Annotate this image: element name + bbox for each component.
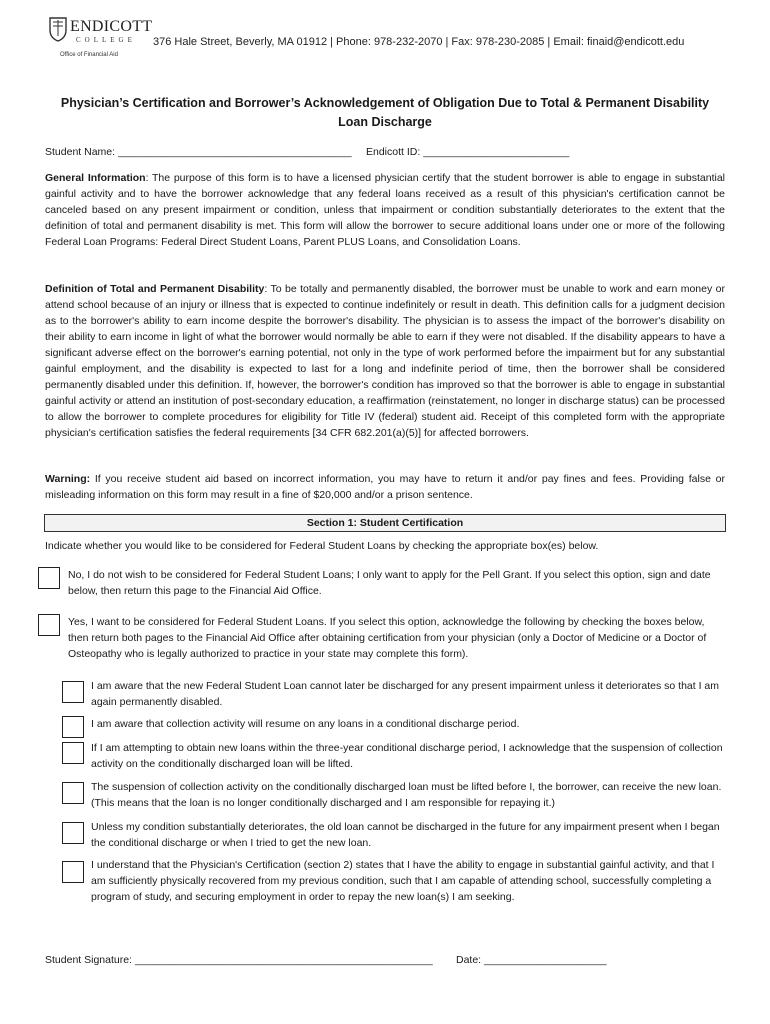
crest-icon bbox=[48, 16, 68, 42]
form-title: Physician’s Certification and Borrower’s Acknowledgement of Obligation Due to Total & Permanent Disability Loan Discharge bbox=[60, 96, 710, 129]
ack-checkbox-4[interactable] bbox=[62, 782, 84, 804]
warning-heading: Warning: bbox=[45, 473, 91, 485]
ack-label-4: The suspension of collection activity on the conditionally discharged loan must be lifted before I, the borrower, can receive the new loan. (This means that the loan is no longer conditionally discharged and I am responsible for repaying it.) bbox=[91, 781, 722, 809]
contact-info: 376 Hale Street, Beverly, MA 01912 | Phone: 978-232-2070 | Fax: 978-230-2085 | Email: finaid@endicott.edu bbox=[153, 36, 685, 48]
option-yes-checkbox[interactable] bbox=[38, 614, 60, 636]
warning bbox=[45, 471, 725, 503]
definition-text: : To be totally and permanently disabled, the borrower must be unable to work and earn money or attend school because of an injury or illness that is expected to continue indefinitely or result in death. This definition calls for a judgment decision as to the borrower's ability to earn income despite the borrower's disability. The physician is to assess the impact of the borrower's disability on their ability to earn income in light of what the borrower would normally be able to earn if they were not disabled. If the disability appears to have a significant adverse effect on the borrower's earning potential, not only in the type of work performed before the impairment but for any substantial gainful employment, and the disability is expected to last for a long and indefinite period of time, then the borrower shall be considered permanently disabled under this definition. If, however, the borrower's condition has improved so that the borrower is able to engage in substantial gainful activity or attend an institution of post-secondary education, a reaffirmation (reinstatement, no longer in discharge status) can be processed to allow the borrower to complete procedures for eligibility for Title IV (federal) student aid. Receipt of this completed form with the appropriate physician's certification satisfies the federal requirements [34 CFR 682.201(a)(5)] for affected borrowers. bbox=[45, 283, 725, 439]
logo-subtitle: COLLEGE bbox=[76, 36, 136, 44]
ack-checkbox-5[interactable] bbox=[62, 822, 84, 844]
ack-checkbox-3[interactable] bbox=[62, 742, 84, 764]
definition-heading: Definition of Total and Permanent Disability bbox=[45, 283, 265, 295]
ack-checkbox-2[interactable] bbox=[62, 716, 84, 738]
ack-checkbox-1[interactable] bbox=[62, 681, 84, 703]
option-no-label: No, I do not wish to be considered for Federal Student Loans; I only want to apply for the Pell Grant. If you select this option, sign and date below, then return this page to the Financial Aid Office. bbox=[68, 569, 711, 597]
general-information-heading: General Information bbox=[45, 172, 146, 184]
warning-text: If you receive student aid based on incorrect information, you may have to return it and/or pay fines and fees. Providing false or misleading information on this form may result in a fine of $20,000 and/or a prison sentence. bbox=[45, 473, 725, 501]
ack-checkbox-6[interactable] bbox=[62, 861, 84, 883]
general-information bbox=[45, 170, 725, 250]
date-field[interactable]: Date: _____________________ bbox=[456, 954, 607, 966]
ack-label-2: I am aware that collection activity will resume on any loans in a conditional discharge period. bbox=[91, 718, 520, 730]
office-label: Office of Financial Aid bbox=[60, 52, 118, 58]
ack-label-6: I understand that the Physician's Certification (section 2) states that I have the ability to engage in substantial gainful activity, and that I am sufficiently physically recovered from my previous condition, such that I am capable of attending school, successfully completing a program of study, and securing employment in order to repay the new loan(s) I am seeking. bbox=[91, 859, 715, 903]
endicott-logo bbox=[48, 14, 153, 62]
instruction-text: Indicate whether you would like to be considered for Federal Student Loans by checking the appropriate box(es) below. bbox=[45, 540, 599, 552]
student-name-field[interactable]: Student Name: ________________________________________ bbox=[45, 146, 352, 158]
logo-name: ENDICOTT bbox=[70, 18, 153, 35]
ack-label-5: Unless my condition substantially deteriorates, the old loan cannot be discharged in the future for any impairment present when I began the conditional discharge or when I tried to get the new loan. bbox=[91, 821, 720, 849]
section-1-header: Section 1: Student Certification bbox=[44, 514, 726, 532]
disability-definition bbox=[45, 281, 725, 441]
ack-label-1: I am aware that the new Federal Student Loan cannot later be discharged for any present impairment unless it deteriorates so that I am again permanently disabled. bbox=[91, 680, 720, 708]
endicott-id-field[interactable]: Endicott ID: _________________________ bbox=[366, 146, 570, 158]
general-information-text: : The purpose of this form is to have a licensed physician certify that the student borrower is able to engage in substantial gainful activity and to have the borrower acknowledge that any federal loans received as a result of this physician's certification cannot be canceled based on any present impairment or condition, unless that impairment or condition substantially deteriorates to the extent that the definition of total and permanent disability is met. This form will allow the borrower to secure additional loans under one or more of the following Federal Loan Programs: Federal Direct Student Loans, Parent PLUS Loans, and Consolidation Loans. bbox=[45, 172, 726, 248]
option-no-checkbox[interactable] bbox=[38, 567, 60, 589]
student-signature-field[interactable]: Student Signature: ___________________________________________________ bbox=[45, 954, 433, 966]
option-yes-label: Yes, I want to be considered for Federal Student Loans. If you select this option, acknowledge the following by checking the boxes below, then return both pages to the Financial Aid Office after obtaining certification from your physician (only a Doctor of Medicine or a Doctor of Osteopathy who is legally authorized to practice in your state may complete this form). bbox=[68, 616, 707, 660]
ack-label-3: If I am attempting to obtain new loans within the three-year conditional discharge period, I acknowledge that the suspension of collection activity on the conditionally discharged loan will be lifted. bbox=[91, 742, 723, 770]
